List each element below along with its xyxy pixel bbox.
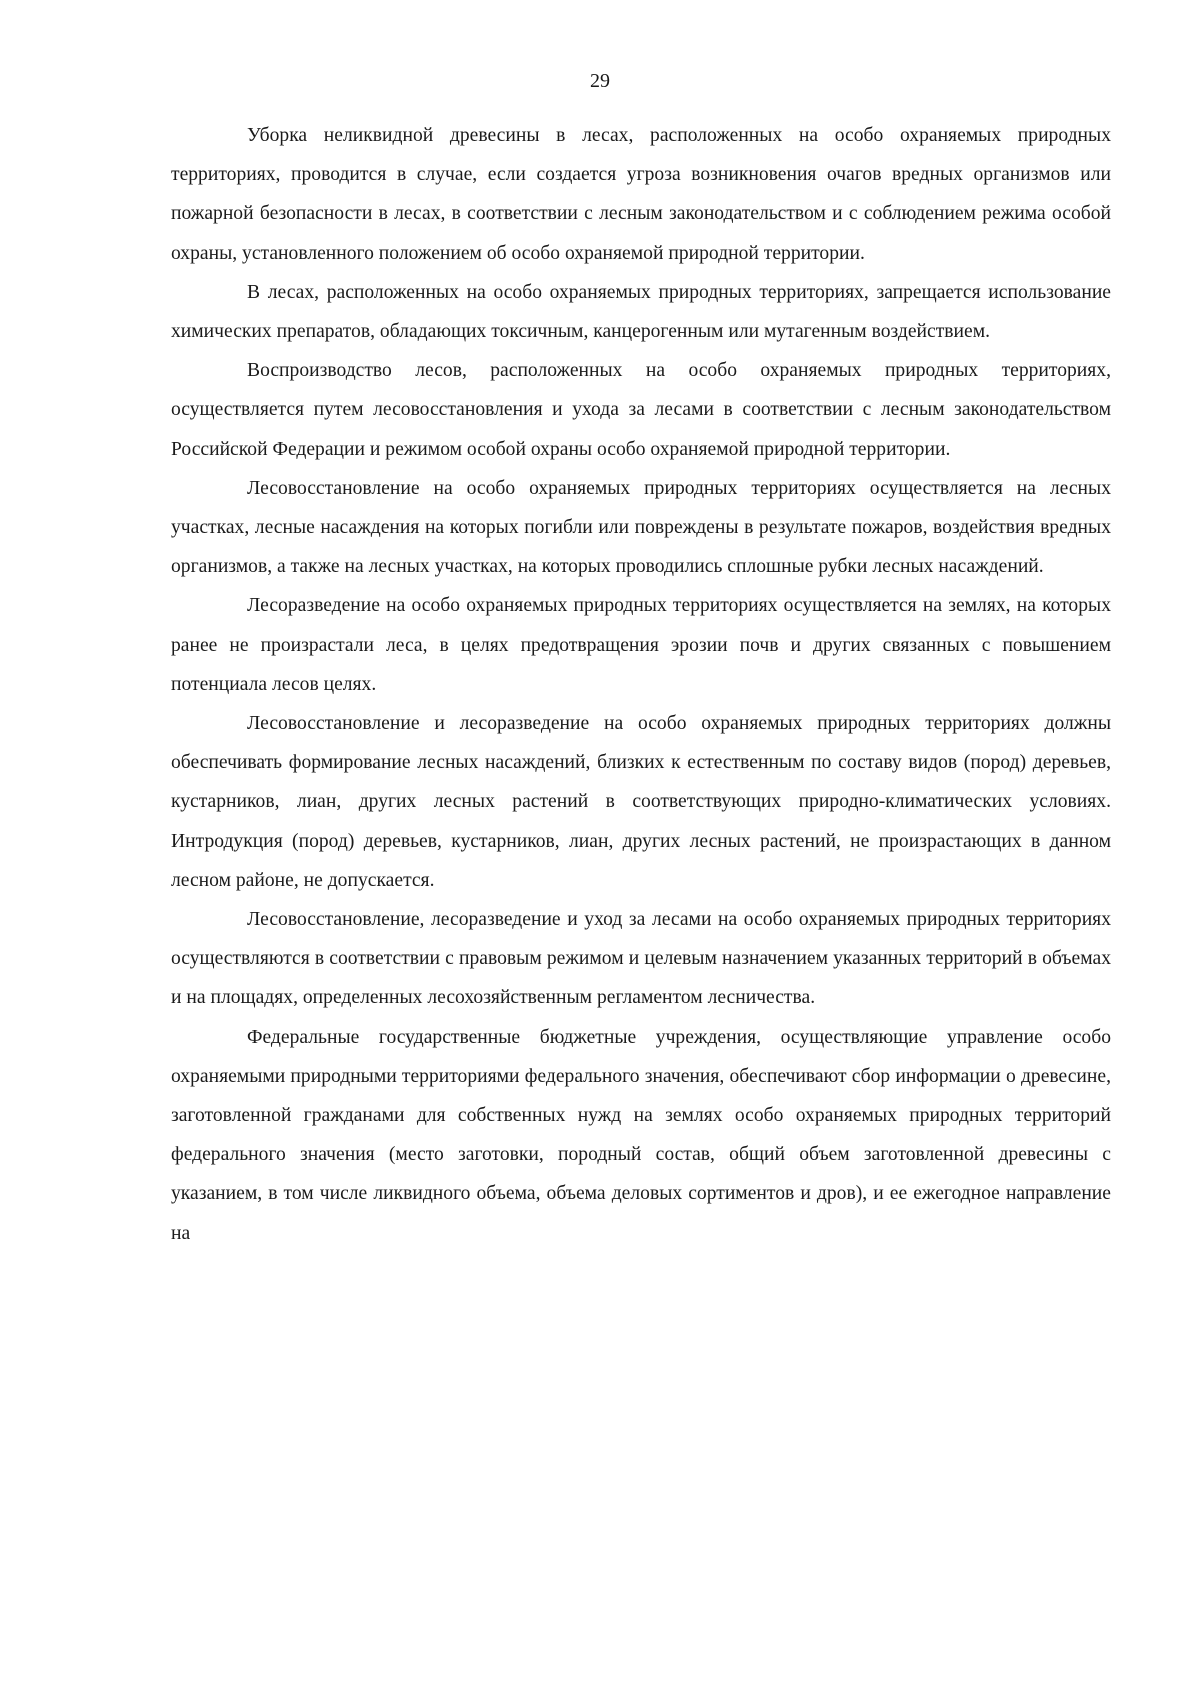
document-body xyxy=(171,116,1111,1253)
paragraph-5: Лесоразведение на особо охраняемых природных территориях осуществляется на землях, на которых ранее не произрастали леса, в целях предотвращения эрозии почв и других связанных с повышением потенциала лесов целях. xyxy=(171,595,1111,695)
paragraph-7: Лесовосстановление, лесоразведение и уход за лесами на особо охраняемых природных территориях осуществляются в соответствии с правовым режимом и целевым назначением указанных территорий в объемах и на площадях, определенных лесохозяйственным регламентом лесничества. xyxy=(171,909,1111,1009)
paragraph-1: Уборка неликвидной древесины в лесах, расположенных на особо охраняемых природных территориях, проводится в случае, если создается угроза возникновения очагов вредных организмов или пожарной безопасности в лесах, в соответствии с лесным законодательством и с соблюдением режима особой охраны, установленного положением об особо охраняемой природной территории. xyxy=(171,125,1111,264)
paragraph-8: Федеральные государственные бюджетные учреждения, осуществляющие управление особо охраняемыми природными территориями федерального значения, обеспечивают сбор информации о древесине, заготовленной гражданами для собственных нужд на землях особо охраняемых природных территорий федерального значения (место заготовки, породный состав, общий объем заготовленной древесины с указанием, в том числе ликвидного объема, объема деловых сортиментов и дров), и ее ежегодное направление на xyxy=(171,1026,1111,1244)
paragraph-4: Лесовосстановление на особо охраняемых природных территориях осуществляется на лесных участках, лесные насаждения на которых погибли или повреждены в результате пожаров, воздействия вредных организмов, а также на лесных участках, на которых проводились сплошные рубки лесных насаждений. xyxy=(171,477,1111,578)
paragraph-3: Воспроизводство лесов, расположенных на особо охраняемых природных территориях, осуществляется путем лесовосстановления и ухода за лесами в соответствии с лесным законодательством Российской Федерации и режимом особой охраны особо охраняемой природной территории. xyxy=(171,360,1111,460)
paragraph-2: В лесах, расположенных на особо охраняемых природных территориях, запрещается использование химических препаратов, обладающих токсичным, канцерогенным или мутагенным воздействием. xyxy=(171,281,1111,343)
page-number: 29 xyxy=(590,70,610,92)
paragraph-6: Лесовосстановление и лесоразведение на особо охраняемых природных территориях должны обеспечивать формирование лесных насаждений, близких к естественным по составу видов (пород) деревьев, кустарников, лиан, других лесных растений в соответствующих природно-климатических условиях. Интродукция (пород) деревьев, кустарников, лиан, других лесных растений, не произрастающих в данном лесном районе, не допускается. xyxy=(171,713,1111,891)
